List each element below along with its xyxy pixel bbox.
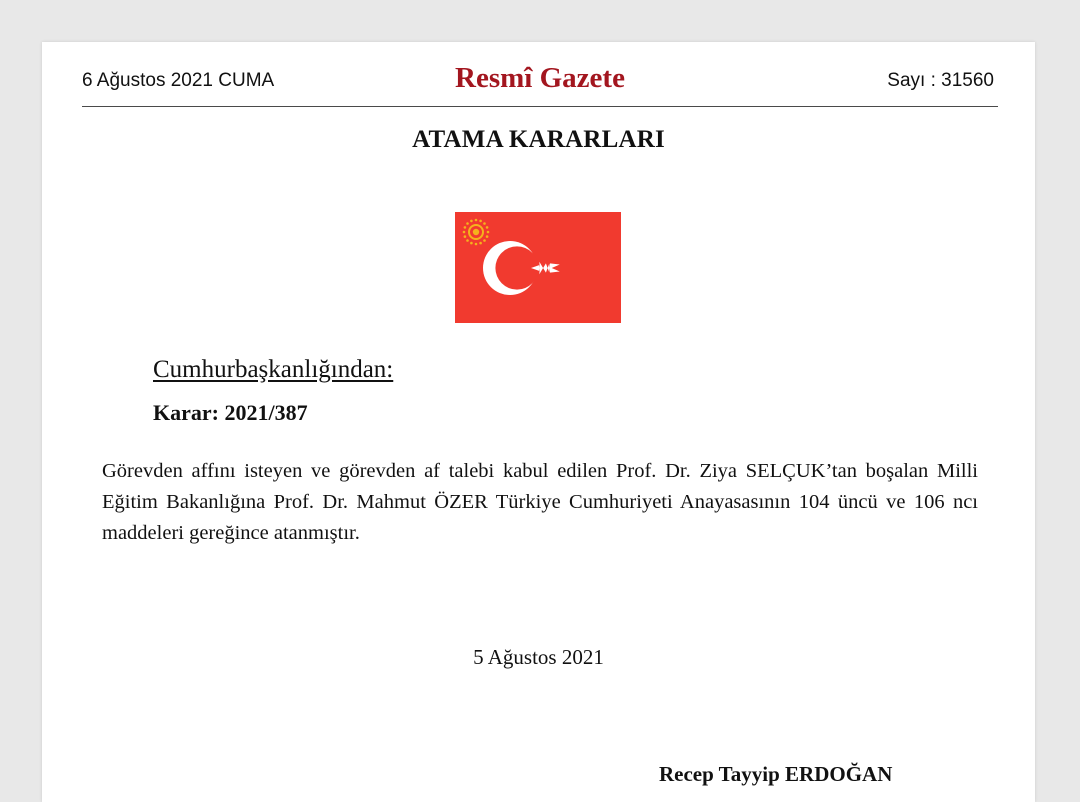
seal-star-icon [479,220,482,223]
signatory-name: Recep Tayyip ERDOĞAN [659,762,893,786]
publication-date: 6 Ağustos 2021 CUMA [82,70,275,91]
decision-number: Karar: 2021/387 [153,400,308,425]
seal-star-icon [475,219,478,222]
seal-star-icon [475,243,478,246]
seal-star-icon [470,242,473,245]
seal-star-icon [486,226,489,229]
seal-star-icon [464,235,467,238]
issue-number: Sayı : 31560 [887,70,994,91]
seal-star-icon [483,222,486,225]
gazette-title: Resmî Gazete [455,62,625,94]
seal-star-icon [487,231,490,234]
turkish-flag-icon [455,212,621,323]
seal-star-icon [466,239,469,242]
seal-star-icon [470,220,473,223]
seal-star-icon [486,235,489,238]
issuer-heading: Cumhurbaşkanlığından: [153,356,394,383]
masthead [82,42,998,107]
gazette-page [42,42,1035,802]
signing-date: 5 Ağustos 2021 [473,645,604,669]
decision-body-text: Görevden affını isteyen ve görevden af talebi kabul edilen Prof. Dr. Ziya SELÇUK’tan boşalan Milli Eğitim Bakanlığına Prof. Dr. Mahmut ÖZER Türkiye Cumhuriyeti Anayasasının 104 üncü ve 106 ncı maddeleri gereğince atanmıştır. [102,460,978,544]
seal-star-icon [479,242,482,245]
seal-star-icon [463,231,466,234]
seal-star-icon [464,226,467,229]
section-title: ATAMA KARARLARI [412,126,665,153]
seal-star-icon [466,222,469,225]
seal-star-icon [483,239,486,242]
